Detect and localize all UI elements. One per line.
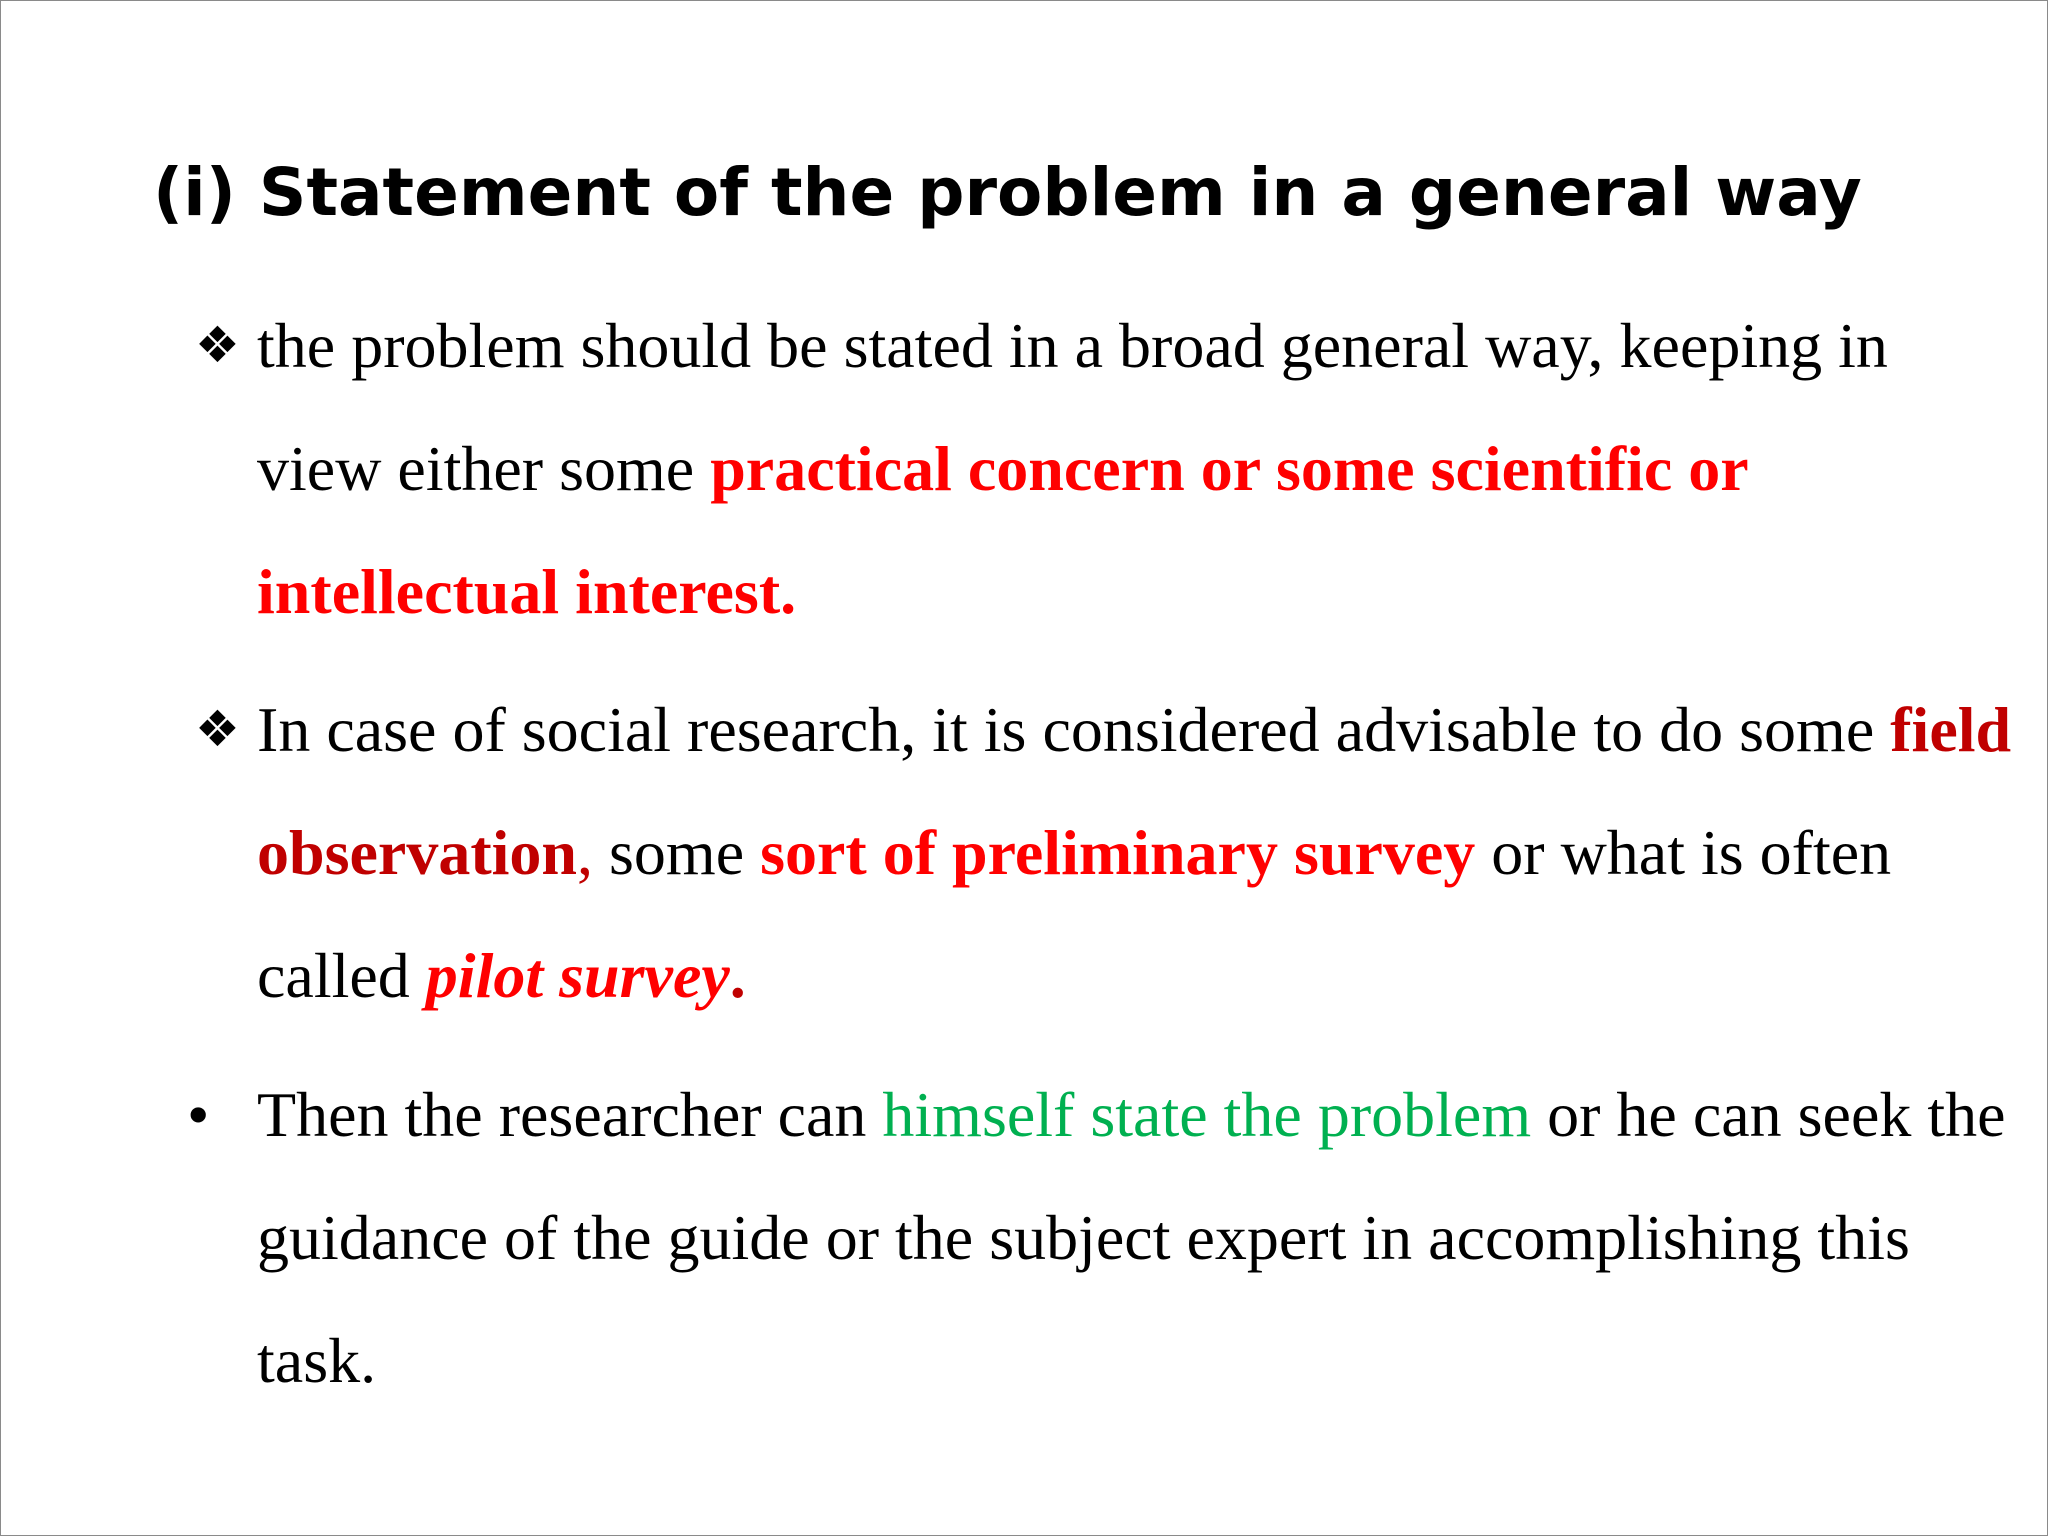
emphasis-text: field observation bbox=[257, 694, 2012, 888]
bullet-item bbox=[195, 668, 2017, 1037]
punctuation-text: . bbox=[729, 940, 746, 1011]
bullet-item bbox=[187, 1053, 2017, 1422]
diamond-bullet-icon: ❖ bbox=[195, 700, 240, 758]
bullet-text-segment: Then the researcher can bbox=[257, 1079, 883, 1150]
dot-bullet-icon: • bbox=[187, 1079, 210, 1150]
emphasis-text: sort of preliminary survey bbox=[760, 817, 1476, 888]
bullet-item bbox=[195, 284, 2017, 653]
emphasis-text: practical concern or some scientific or intellectual interest. bbox=[257, 433, 1748, 627]
diamond-bullet-icon: ❖ bbox=[195, 316, 240, 374]
bullet-text-segment: or he can seek the guidance of the guide or the subject expert in accomplishing this task. bbox=[257, 1079, 2006, 1396]
bullet-text-segment: the problem should be stated in a broad general way, keeping in view either some bbox=[257, 310, 1888, 504]
bullet-text-segment: some bbox=[609, 817, 761, 888]
bullet-text-segment: In case of social research, it is considered advisable to do some bbox=[257, 694, 1891, 765]
emphasis-text: pilot survey bbox=[425, 940, 730, 1011]
punctuation-text: , bbox=[577, 817, 609, 888]
slide-title: (i) Statement of the problem in a general way bbox=[153, 154, 1862, 231]
bullet-text-segment: or what is often called bbox=[257, 817, 1892, 1011]
emphasis-text: himself state the problem bbox=[882, 1079, 1532, 1150]
